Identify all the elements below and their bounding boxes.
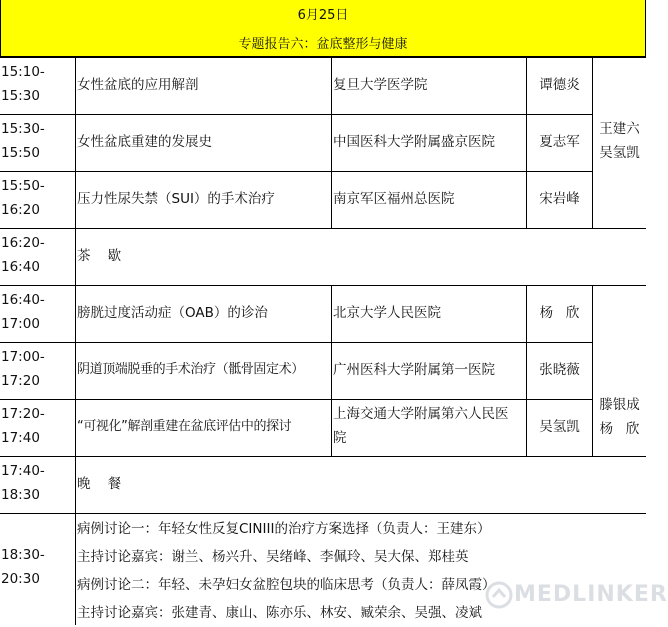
topic-cell: “可视化”解剖重建在盆底评估中的探讨 xyxy=(77,419,292,434)
discussion-line: 主持讨论嘉宾：张建青、康山、陈亦乐、林安、臧荣余、吴强、凌斌 xyxy=(77,605,482,621)
break-label: 晚 餐 xyxy=(77,476,122,492)
speaker-cell: 张晓薇 xyxy=(539,362,580,378)
discussion-line: 病例讨论二：年轻、未孕妇女盆腔包块的临床思考（负责人：薛凤霞） xyxy=(77,577,496,593)
medlinker-watermark xyxy=(484,578,668,612)
medlinker-logo-icon xyxy=(484,580,514,610)
topic-cell: 压力性尿失禁（SUI）的手术治疗 xyxy=(77,191,275,207)
watermark-text: MEDLINKER xyxy=(514,582,668,607)
time-slot: 17:20- 17:40 xyxy=(1,406,45,446)
institution-cell: 上海交通大学附属第六人民医 院 xyxy=(333,406,509,446)
institution-cell: 广州医科大学附属第一医院 xyxy=(333,362,495,378)
institution-cell: 复旦大学医学院 xyxy=(333,77,428,93)
chair-cell: 滕银成 杨 欣 xyxy=(599,397,640,437)
discussion-line: 病例讨论一：年轻女性反复CINIII的治疗方案选择（负责人：王建东） xyxy=(77,521,491,537)
session-header xyxy=(0,0,646,57)
session-title: 专题报告六：盆底整形与健康 xyxy=(238,37,408,52)
time-slot: 15:50- 16:20 xyxy=(1,178,45,218)
speaker-cell: 夏志军 xyxy=(539,134,580,150)
speaker-cell: 杨 欣 xyxy=(539,305,580,321)
topic-cell: 阴道顶端脱垂的手术治疗（骶骨固定术） xyxy=(77,362,304,377)
speaker-cell: 吴氢凯 xyxy=(539,419,580,435)
chair-cell: 王建六 吴氢凯 xyxy=(599,121,640,161)
break-label: 茶 歇 xyxy=(77,248,122,264)
time-slot: 18:30- 20:30 xyxy=(1,547,45,587)
time-slot: 16:40- 17:00 xyxy=(1,292,45,332)
institution-cell: 北京大学人民医院 xyxy=(333,305,441,321)
time-slot: 15:10- 15:30 xyxy=(1,64,45,104)
time-slot: 15:30- 15:50 xyxy=(1,121,45,161)
institution-cell: 中国医科大学附属盛京医院 xyxy=(333,134,495,150)
time-slot: 17:00- 17:20 xyxy=(1,349,45,389)
topic-cell: 女性盆底的应用解剖 xyxy=(77,77,199,93)
time-slot: 17:40- 18:30 xyxy=(1,463,45,503)
session-date: 6月25日 xyxy=(297,8,349,23)
speaker-cell: 谭德炎 xyxy=(539,77,580,93)
discussion-line: 主持讨论嘉宾：谢兰、杨兴升、吴绪峰、李佩玲、吴大保、郑桂英 xyxy=(77,549,469,565)
time-slot: 16:20- 16:40 xyxy=(1,235,45,275)
topic-cell: 女性盆底重建的发展史 xyxy=(77,134,212,150)
institution-cell: 南京军区福州总医院 xyxy=(333,191,455,207)
topic-cell: 膀胱过度活动症（OAB）的诊治 xyxy=(77,305,268,321)
speaker-cell: 宋岩峰 xyxy=(539,191,580,207)
